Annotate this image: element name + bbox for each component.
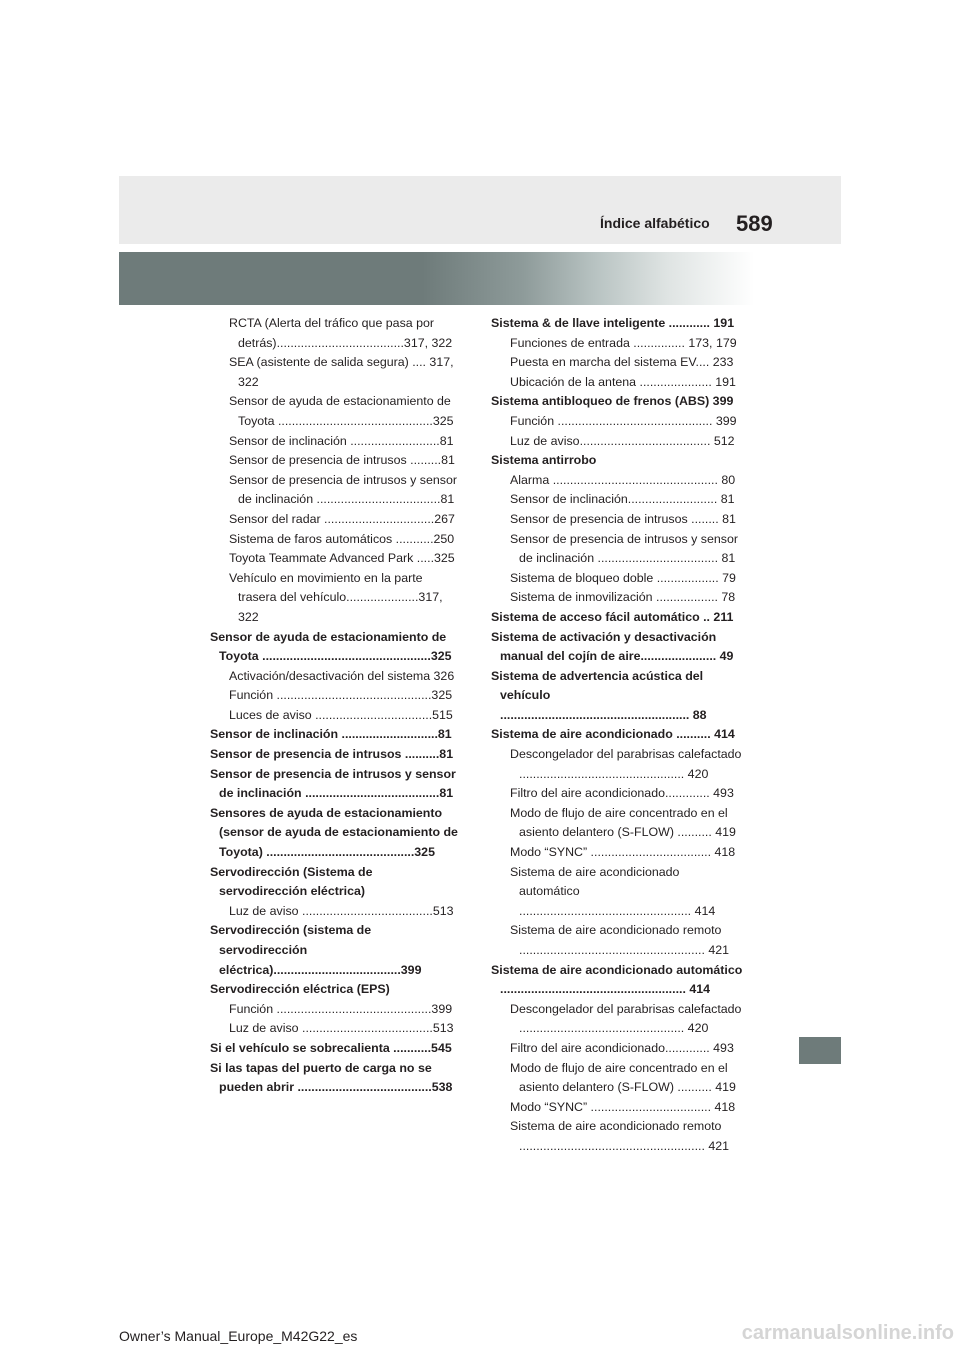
index-subentry: Sensor de presencia de intrusos ........ 81 [510,511,736,526]
index-subentry: Sistema de inmovilización .................. 78 [510,590,736,605]
index-subentry: Modo “SYNC” ................................... 418 [510,845,736,860]
index-subentry: Ubicación de la antena ..................... 191 [510,374,736,389]
page-number: 589 [736,211,773,236]
header-gradient-bar [119,252,841,305]
index-subentry: Puesta en marcha del sistema EV.... 233 [510,355,734,370]
index-entry: Sistema de advertencia acústica del vehículo ....................................................... 88 [491,668,707,722]
index-subentry: Función .............................................399 [229,1001,453,1016]
index-subentry: Modo de flujo de aire concentrado en el asiento delantero (S-FLOW) .......... 419 [510,805,736,840]
index-subentry: RCTA (Alerta del tráfico que pasa por detrás).....................................317, 322 [229,316,453,350]
index-subentry: Funciones de entrada ............... 173, 179 [510,335,737,350]
index-subentry: Sensor del radar ................................267 [229,511,455,526]
index-subentry: Sensor de inclinación.......................... 81 [510,492,735,507]
index-subentry: Sensor de presencia de intrusos .........81 [229,453,455,468]
index-subentry: Función .............................................325 [229,688,453,703]
header-band [119,176,841,244]
index-entry: Sistema antirrobo [491,453,597,468]
index-subentry: Sistema de aire acondicionado remoto ...................................................... 421 [510,923,730,957]
index-entry: Sensor de presencia de intrusos ..........81 [210,747,454,762]
index-entry: Servodirección eléctrica (EPS) [210,982,390,997]
index-subentry: Sistema de aire acondicionado automático .................................................. 414 [510,864,716,918]
index-entry: Servodirección (sistema de servodirección eléctrica).....................................399 [210,923,422,977]
index-subentry: Filtro del aire acondicionado............. 493 [510,1040,734,1055]
index-entry: Servodirección (Sistema de servodirección eléctrica) [210,864,373,899]
index-subentry: Luces de aviso ..................................515 [229,707,453,722]
index-subentry: Filtro del aire acondicionado............. 493 [510,786,734,801]
index-entry: Sistema de acceso fácil automático .. 211 [491,609,734,624]
index-entry: Sistema de activación y desactivación manual del cojín de aire...................... 49 [491,629,734,664]
index-subentry: Función ............................................. 399 [510,413,737,428]
index-subentry: Modo “SYNC” ................................... 418 [510,1099,736,1114]
index-subentry: Descongelador del parabrisas calefactado ................................................ 420 [510,1001,742,1036]
index-subentry: Sensor de presencia de intrusos y sensor de inclinación ....................................81 [229,472,457,507]
index-entry: Si el vehículo se sobrecalienta ...........545 [210,1040,452,1055]
index-subentry: Sensor de presencia de intrusos y sensor de inclinación ................................... 81 [510,531,738,566]
watermark: carmanualsonline.info [741,1322,954,1344]
index-subentry: Vehículo en movimiento en la parte trasera del vehículo.....................317, 322 [229,570,443,624]
index-subentry: SEA (asistente de salida segura) .... 317, 322 [229,355,454,389]
index-subentry: Sistema de bloqueo doble .................. 79 [510,570,736,585]
index-entry: Sistema antibloqueo de frenos (ABS) 399 [491,394,734,409]
index-column-left [210,314,462,1098]
index-subentry: Modo de flujo de aire concentrado en el asiento delantero (S-FLOW) .......... 419 [510,1060,736,1095]
index-subentry: Descongelador del parabrisas calefactado ................................................ 420 [510,747,742,781]
index-column-right [491,314,743,1157]
index-entry: Sensores de ayuda de estacionamiento (sensor de ayuda de estacionamiento de Toyota) ...........................................325 [210,805,458,860]
index-subentry: Alarma ................................................ 80 [510,472,736,487]
index-subentry: Toyota Teammate Advanced Park .....325 [229,551,455,566]
index-subentry: Luz de aviso ......................................513 [229,903,454,918]
index-subentry: Activación/desactivación del sistema 326 [229,668,455,683]
footer-manual-id: Owner’s Manual_Europe_M42G22_es [119,1328,358,1344]
index-entry: Sensor de presencia de intrusos y sensor de inclinación .......................................81 [210,766,456,801]
section-title: Índice alfabético [600,215,710,231]
index-entry: Sistema & de llave inteligente ............ 191 [491,316,735,330]
index-subentry: Sensor de ayuda de estacionamiento de Toyota .............................................325 [229,394,454,428]
index-entry: Sistema de aire acondicionado .......... 414 [491,727,735,742]
index-subentry: Sistema de aire acondicionado remoto ...................................................... 421 [510,1119,730,1153]
index-subentry: Luz de aviso ......................................513 [229,1021,454,1036]
index-subentry: Sensor de inclinación ..........................81 [229,433,454,448]
index-subentry: Sistema de faros automáticos ...........250 [229,531,455,546]
index-entry: Sistema de aire acondicionado automático ...................................................... 414 [491,962,743,997]
index-entry: Sensor de inclinación ............................81 [210,727,452,742]
index-subentry: Luz de aviso...................................... 512 [510,433,735,448]
index-entry: Sensor de ayuda de estacionamiento de Toyota .................................................325 [210,629,452,664]
chapter-side-tab [799,1037,841,1064]
index-entry: Si las tapas del puerto de carga no se pueden abrir .......................................538 [210,1060,453,1095]
